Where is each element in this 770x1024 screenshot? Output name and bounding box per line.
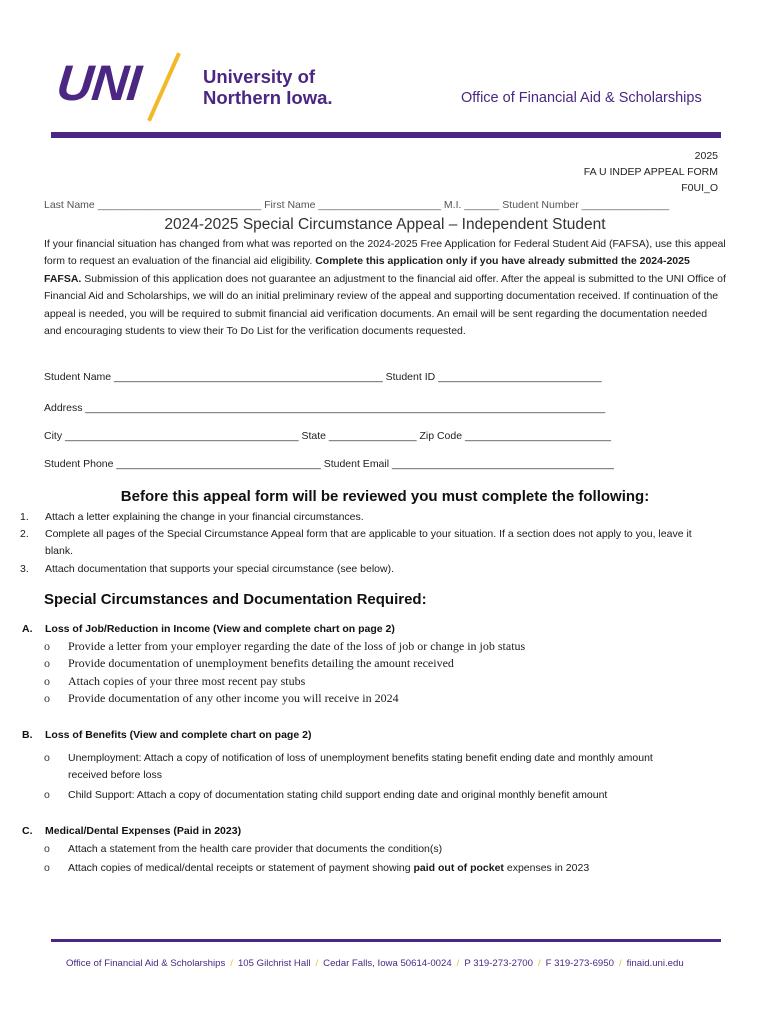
list-text: Child Support: Attach a copy of documentation stating child support ending date and original monthly benefit amount — [68, 788, 608, 801]
address-field[interactable]: Address _________________________________________________________________________________________ — [44, 402, 606, 414]
list-item — [44, 673, 724, 690]
footer-phone: P 319-273-2700 — [464, 958, 533, 969]
form-code: F0UI_O — [681, 182, 718, 194]
list-text: Attach a statement from the health care provider that documents the condition(s) — [68, 843, 443, 855]
list-item — [44, 841, 724, 858]
student-name-id-field[interactable]: Student Name ______________________________________________ Student ID ____________________________ — [44, 371, 602, 383]
list-text: Provide documentation of unemployment benefits detailing the amount received — [68, 656, 454, 671]
category-title-text: Loss of Job/Reduction in Income (View and complete chart on page 2) — [45, 623, 395, 635]
intro-text-2: Submission of this application does not guarantee an adjustment to the financial aid offer. After the appeal is submitted to the UNI Office of Financial Aid and Scholarships, we will do an initial preliminary review of the appeal and supporting documentation received. If continuation of the appeal is needed, you will be required to submit financial aid verification documents. An email will be sent regarding the documentation needed and encouraging students to view their To Do List for the verification documents requested. — [44, 272, 726, 338]
intro-paragraph — [44, 236, 726, 340]
list-item — [20, 561, 720, 578]
footer-rule — [51, 939, 721, 942]
list-number: 2. — [20, 528, 29, 541]
footer-separator: / — [537, 958, 541, 969]
category-c-title — [22, 825, 241, 837]
bullet-icon: o — [44, 752, 50, 764]
uni-logo: UNI — [54, 55, 144, 111]
category-a-list — [44, 638, 724, 708]
list-text-part: Attach copies of medical/dental receipts or statement of payment showing — [68, 862, 414, 875]
category-a-title — [22, 623, 395, 635]
footer-city: Cedar Falls, Iowa 50614-0024 — [323, 958, 452, 969]
category-c-list — [44, 841, 724, 878]
bullet-icon: o — [44, 656, 50, 671]
category-title-text: Loss of Benefits (View and complete chart on page 2) — [45, 729, 312, 741]
form-identifier — [584, 148, 718, 196]
footer-office: Office of Financial Aid & Scholarships — [66, 958, 226, 969]
category-b-title — [22, 729, 311, 741]
list-item — [44, 750, 674, 785]
university-name — [203, 66, 333, 108]
intro-text-1: If your financial situation has changed from what was reported on the 2024-2025 Free Application for Federal Student Aid (FAFSA), use this appeal form to request an evaluation of the financial aid eligibility. — [44, 238, 726, 268]
list-item — [20, 509, 720, 526]
intro-bold-text: Complete this application only if you have already submitted the 2024-2025 FAFSA. — [44, 255, 690, 285]
list-number: 1. — [20, 511, 29, 523]
list-text — [68, 860, 589, 877]
bullet-icon: o — [44, 862, 50, 875]
city-state-zip-field[interactable]: City ________________________________________ State _______________ Zip Code _________________________ — [44, 430, 611, 442]
before-review-heading: Before this appeal form will be reviewed you must complete the following: — [120, 488, 650, 505]
form-name: FA U INDEP APPEAL FORM — [583, 166, 718, 178]
category-letter: C. — [22, 825, 33, 837]
footer-separator: / — [230, 958, 233, 969]
footer-website-link[interactable]: finaid.uni.edu — [626, 958, 684, 969]
footer-fax: F 319-273-6950 — [545, 958, 614, 969]
list-item — [20, 526, 720, 560]
office-heading: Office of Financial Aid & Scholarships — [461, 90, 702, 106]
category-letter: A. — [22, 623, 33, 635]
footer-contact — [66, 958, 684, 969]
list-text-part: expenses in 2023 — [503, 862, 590, 875]
logo-slash-divider — [147, 52, 181, 121]
footer-separator: / — [618, 958, 622, 969]
footer-hall: 105 Gilchrist Hall — [237, 958, 311, 969]
list-item — [44, 690, 724, 707]
form-year: 2025 — [694, 150, 718, 162]
university-name-line1: University of — [203, 66, 316, 87]
list-text: Unemployment: Attach a copy of notification of loss of unemployment benefits stating benefit ending date and monthly amount received before loss — [68, 752, 653, 782]
form-title: 2024-2025 Special Circumstance Appeal – Independent Student — [164, 216, 606, 233]
category-title-text: Medical/Dental Expenses (Paid in 2023) — [45, 825, 242, 837]
list-item — [44, 860, 724, 877]
footer-separator: / — [456, 958, 460, 969]
list-text-bold: paid out of pocket — [413, 862, 504, 875]
header-rule — [51, 132, 721, 138]
university-name-line2: Northern Iowa. — [203, 87, 333, 108]
bullet-icon: o — [44, 673, 50, 688]
list-text: Attach copies of your three most recent pay stubs — [68, 673, 306, 688]
requirements-list — [20, 509, 720, 578]
bullet-icon: o — [44, 788, 50, 801]
name-fields-line[interactable]: Last Name ____________________________ First Name _____________________ M.I. ______ Student Number _______________ — [44, 199, 670, 211]
list-item — [44, 787, 674, 804]
list-text: Provide documentation of any other income you will receive in 2024 — [68, 691, 399, 706]
list-text: Provide a letter from your employer regarding the date of the loss of job or change in job status — [68, 639, 526, 653]
list-item — [44, 655, 724, 672]
bullet-icon: o — [44, 843, 50, 855]
category-letter: B. — [22, 729, 33, 741]
bullet-icon: o — [44, 691, 50, 706]
list-text: Complete all pages of the Special Circumstance Appeal form that are applicable to your situation. If a section does not apply to you, leave it blank. — [45, 528, 692, 558]
list-text: Attach documentation that supports your special circumstance (see below). — [45, 562, 395, 575]
bullet-icon: o — [44, 639, 50, 653]
list-text: Attach a letter explaining the change in your financial circumstances. — [45, 511, 364, 523]
phone-email-field[interactable]: Student Phone ___________________________________ Student Email ______________________________________ — [44, 458, 614, 470]
list-item — [44, 638, 724, 655]
category-b-list — [44, 750, 674, 804]
list-number: 3. — [20, 562, 29, 575]
special-circumstances-heading: Special Circumstances and Documentation Required: — [44, 591, 427, 608]
footer-separator: / — [315, 958, 319, 969]
